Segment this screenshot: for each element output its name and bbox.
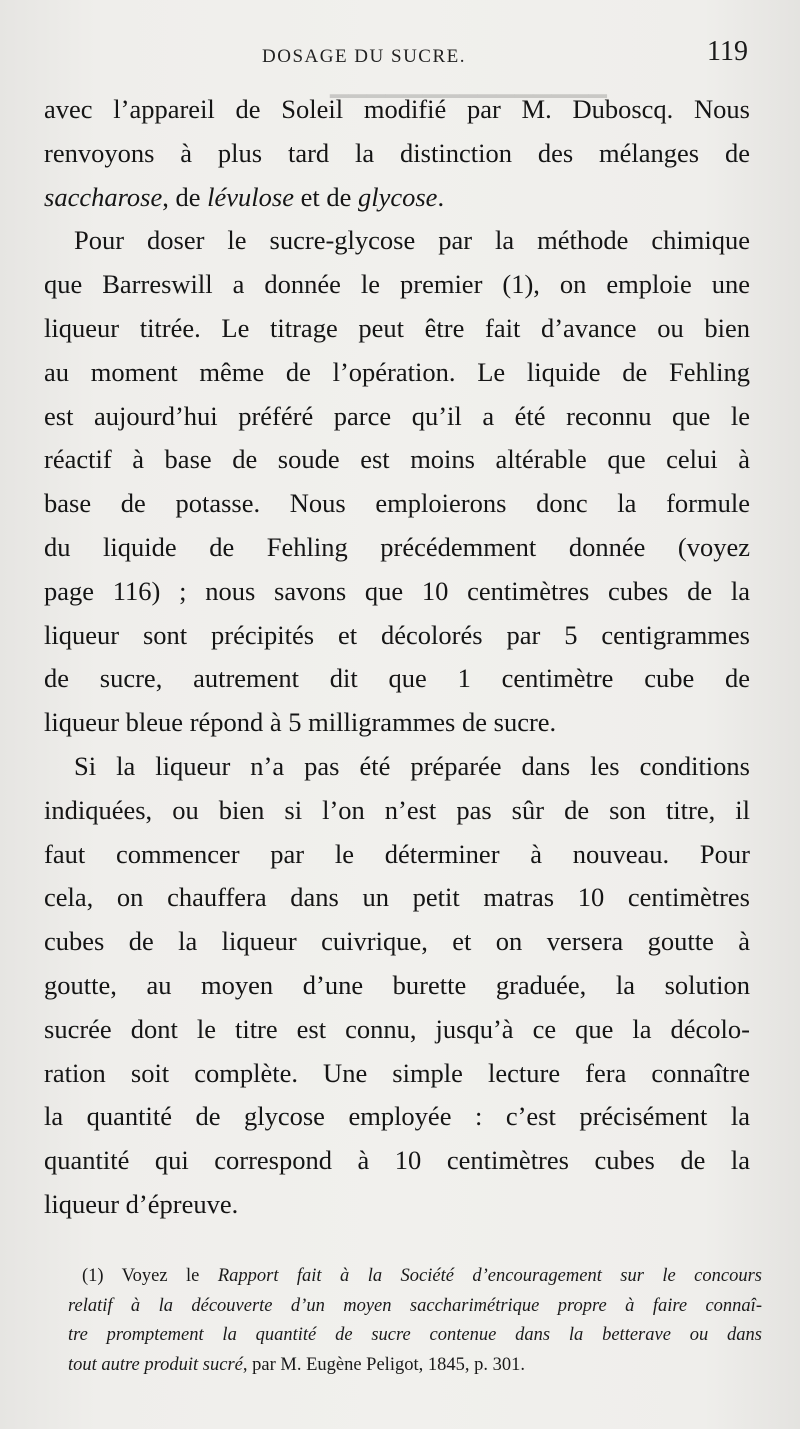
text-line: de sucre, autrement dit que 1 centimètre cube de [44, 663, 750, 694]
text-line [44, 176, 750, 220]
text-line: faut commencer par le déterminer à nouveau. Pour [44, 838, 750, 869]
text-line: ration soit complète. Une simple lecture fera connaître [44, 1057, 750, 1088]
text-line: quantité qui correspond à 10 centimètres cubes de la [44, 1145, 750, 1176]
footnote-line [68, 1351, 762, 1381]
text-line: Si la liqueur n’a pas été préparée dans les conditions [74, 750, 750, 781]
text-line: la quantité de glycose employée : c’est précisément la [44, 1101, 750, 1132]
text-line: renvoyons à plus tard la distinction des mélanges de [44, 137, 750, 168]
text-line: indiquées, ou bien si l’on n’est pas sûr de son titre, il [44, 794, 750, 825]
text-line: est aujourd’hui préféré parce qu’il a été reconnu que le [44, 400, 750, 431]
italic-term: glycose [357, 181, 438, 212]
text-line: que Barreswill a donnée le premier (1), on emploie une [44, 269, 750, 300]
text-line: au moment même de l’opération. Le liquide de Fehling [44, 356, 750, 387]
italic-term: saccharose [44, 181, 163, 212]
text-line: base de potasse. Nous emploierons donc la formule [44, 488, 750, 519]
page-number: 119 [707, 36, 748, 67]
footnote-line [68, 1292, 762, 1322]
text-line: liqueur d’épreuve. [44, 1188, 239, 1219]
paragraph-3 [44, 745, 750, 1227]
running-title: DOSAGE DU SUCRE. [262, 46, 466, 67]
text-line: cela, on chauffera dans un petit matras 10 centimètres [44, 882, 750, 913]
footnote-italic: relatif à la découverte d’un moyen saccharimétrique propre à faire connaî- [68, 1295, 762, 1316]
paragraph-2 [44, 219, 750, 745]
text-line: sucrée dont le titre est connu, jusqu’à ce que la décolo- [44, 1013, 750, 1044]
text-line: liqueur titrée. Le titrage peut être fait d’avance ou bien [44, 312, 750, 343]
footnote-citation: , par M. Eugène Peligot, 1845, p. 301. [242, 1354, 525, 1375]
text-line: cubes de la liqueur cuivrique, et on versera goutte à [44, 926, 750, 957]
paragraph-1 [44, 88, 750, 219]
text-line: liqueur bleue répond à 5 milligrammes de sucre. [44, 707, 557, 738]
italic-term: lévulose [207, 181, 294, 212]
footnote-italic: tout autre produit sucré [68, 1354, 243, 1375]
body-text [44, 88, 750, 1227]
text-line: réactif à base de soude est moins altérable que celui à [44, 444, 750, 475]
page-header [44, 32, 750, 82]
text-run: , de [162, 181, 208, 212]
footnote-line [68, 1262, 762, 1292]
text-run: . [437, 181, 445, 212]
footnote-line [68, 1321, 762, 1351]
footnote [68, 1262, 762, 1380]
text-line: avec l’appareil de Soleil modifié par M. Duboscq. Nous [44, 94, 750, 124]
text-line: du liquide de Fehling précédemment donnée (voyez [44, 531, 750, 562]
footnote-italic: tre promptement la quantité de sucre contenue dans la betterave ou dans [68, 1325, 762, 1345]
footnote-marker: (1) Voyez le [82, 1266, 218, 1286]
show-through-texture: ▁▁▁▁▁▁▁▁▁▁▁▁▁▁▁ [330, 72, 607, 98]
text-run: et de [293, 181, 358, 212]
text-line: page 116) ; nous savons que 10 centimètres cubes de la [44, 575, 750, 606]
text-line: goutte, au moyen d’une burette graduée, la solution [44, 969, 750, 1000]
text-line: liqueur sont précipités et décolorés par 5 centigrammes [44, 619, 750, 650]
footnote-italic: Rapport fait à la Société d’encouragement sur le concours [217, 1266, 762, 1286]
text-line: Pour doser le sucre-glycose par la méthode chimique [74, 225, 750, 256]
